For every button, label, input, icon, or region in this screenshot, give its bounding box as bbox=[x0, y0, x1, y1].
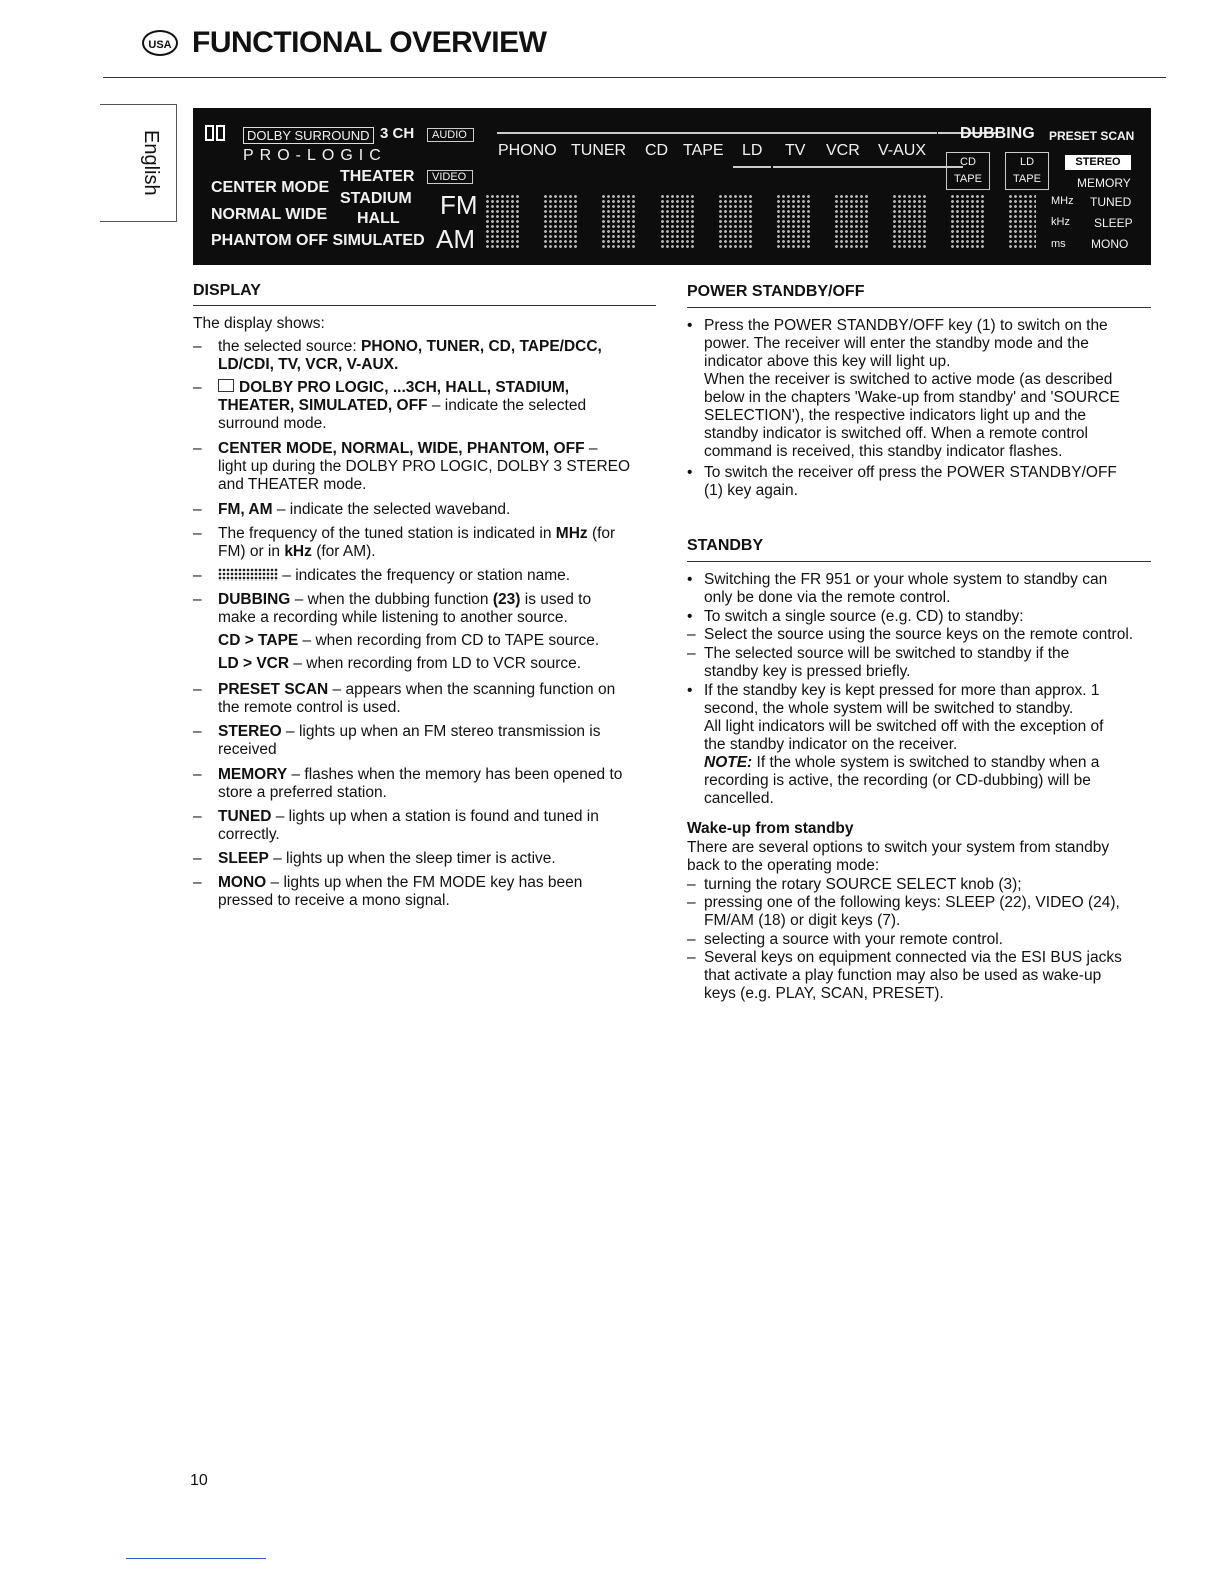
list-item: – Select the source using the source keys on the remote control. bbox=[687, 626, 1134, 643]
display-panel-illustration bbox=[193, 108, 1151, 265]
source-tv: TV bbox=[785, 142, 806, 159]
list-item: – CENTER MODE, NORMAL, WIDE, PHANTOM, OFF – light up during the DOLBY PRO LOGIC, DOLBY 3 STEREO and THEATER mode. bbox=[193, 440, 631, 493]
list-item: • To switch a single source (e.g. CD) to standby: bbox=[687, 608, 1024, 625]
list-item: – turning the rotary SOURCE SELECT knob (3); bbox=[687, 876, 1022, 893]
source-vcr: VCR bbox=[826, 142, 860, 159]
list-item: – DOLBY PRO LOGIC, ...3CH, HALL, STADIUM, THEATER, SIMULATED, OFF – indicate the selected surround mode. bbox=[193, 379, 587, 432]
page-number: 10 bbox=[190, 1472, 208, 1489]
standby-heading: STANDBY bbox=[687, 537, 764, 554]
list-item: – The selected source will be switched to standby if the standby key is pressed briefly. bbox=[687, 645, 1070, 680]
source-phono: PHONO bbox=[498, 142, 557, 159]
preset-scan-label: PRESET SCAN bbox=[1049, 129, 1135, 143]
stadium-label: STADIUM bbox=[340, 190, 412, 207]
header-rule bbox=[103, 77, 1166, 78]
sleep-label: SLEEP bbox=[1094, 216, 1133, 230]
power-heading-rule bbox=[687, 307, 1151, 308]
wake-up-heading: Wake-up from standby bbox=[687, 820, 854, 837]
language-label: English bbox=[140, 130, 162, 196]
list-item: – MONO – lights up when the FM MODE key has been pressed to receive a mono signal. bbox=[193, 874, 583, 909]
display-heading-rule bbox=[193, 305, 656, 306]
stereo-label: STEREO bbox=[1065, 155, 1131, 170]
source-tuner: TUNER bbox=[571, 142, 627, 159]
list-item: – – indicates the frequency or station name. bbox=[193, 567, 571, 584]
usa-badge: USA bbox=[142, 30, 178, 56]
hall-label: HALL bbox=[357, 210, 400, 227]
dolby-mini-icon bbox=[218, 379, 234, 392]
ms-label: ms bbox=[1051, 238, 1066, 250]
source-tape: TAPE bbox=[683, 142, 724, 159]
dolby-surround-label: DOLBY SURROUND bbox=[243, 127, 374, 144]
pro-logic-label: PRO-LOGIC bbox=[243, 147, 387, 164]
list-item: • Press the POWER STANDBY/OFF key (1) to switch on the power. The receiver will enter the standby mode and the indicator above this key will light up. When the receiver is switched to active mode (as described below in the chapters 'Wake-up from standby' and 'SOURCE SELECTION'), the respective indicators light up and the standby indicator is switched off. When a remote control command is received, this standby indicator flashes. bbox=[687, 317, 1120, 460]
source-ld: LD bbox=[742, 142, 763, 159]
list-item: – PRESET SCAN – appears when the scanning function on the remote control is used. bbox=[193, 681, 616, 716]
dubbing-label: DUBBING bbox=[960, 125, 1035, 142]
ld-tape-indicator: LD TAPE bbox=[1005, 152, 1049, 190]
standby-heading-rule bbox=[687, 561, 1151, 562]
footer-rule bbox=[126, 1558, 266, 1559]
center-mode-label: CENTER MODE bbox=[211, 179, 330, 196]
tuned-label: TUNED bbox=[1090, 195, 1132, 209]
list-item: • If the standby key is kept pressed for more than approx. 1 second, the whole system will be switched to standby. All light indicators will be switched off with the exception of the standby indicator on the receiver. NOTE: If the whole system is switched to standby when a recording is active, the recording (or CD-dubbing) will be cancelled. bbox=[687, 682, 1104, 807]
source-cd: CD bbox=[645, 142, 669, 159]
fm-label: FM bbox=[440, 190, 478, 220]
cd-tape-indicator: CD TAPE bbox=[946, 152, 990, 190]
list-item: – pressing one of the following keys: SLEEP (22), VIDEO (24), FM/AM (18) or digit keys (7). bbox=[687, 894, 1120, 929]
list-item: – selecting a source with your remote control. bbox=[687, 931, 1003, 948]
mono-label: MONO bbox=[1091, 237, 1129, 251]
3ch-label: 3 CH bbox=[380, 125, 415, 142]
video-label: VIDEO bbox=[427, 170, 473, 184]
source-v-aux: V-AUX bbox=[878, 142, 927, 159]
list-item: – SLEEP – lights up when the sleep timer is active. bbox=[193, 850, 556, 867]
list-item: – Several keys on equipment connected via the ESI BUS jacks that activate a play function may also be used as wake-up keys (e.g. PLAY, SCAN, PRESET). bbox=[687, 949, 1122, 1002]
dolby-logo-icon bbox=[205, 125, 229, 143]
phantom-off-simulated-label: PHANTOM OFF SIMULATED bbox=[211, 232, 425, 249]
normal-wide-label: NORMAL WIDE bbox=[211, 206, 328, 223]
list-item: – DUBBING – when the dubbing function (23) is used to make a recording while listening to another source. CD > TAPE – when recording from CD to TAPE source. LD > VCR – when recording from LD to VCR source. bbox=[193, 591, 600, 672]
display-heading: DISPLAY bbox=[193, 282, 261, 299]
list-item: – MEMORY – flashes when the memory has been opened to store a preferred station. bbox=[193, 766, 623, 801]
dot-matrix-icon bbox=[218, 568, 278, 581]
display-intro: The display shows: bbox=[193, 315, 325, 332]
list-item: • To switch the receiver off press the POWER STANDBY/OFF (1) key again. bbox=[687, 464, 1117, 499]
khz-label: kHz bbox=[1051, 216, 1070, 228]
wake-up-intro: There are several options to switch your system from standby back to the operating mode: bbox=[687, 839, 1110, 874]
memory-label: MEMORY bbox=[1077, 176, 1131, 190]
page-title: FUNCTIONAL OVERVIEW bbox=[192, 26, 547, 59]
list-item: • Switching the FR 951 or your whole system to standby can only be done via the remote control. bbox=[687, 571, 1108, 606]
list-item: – FM, AM – indicate the selected waveband. bbox=[193, 501, 511, 518]
list-item: – TUNED – lights up when a station is found and tuned in correctly. bbox=[193, 808, 599, 843]
list-item: – STEREO – lights up when an FM stereo transmission is received bbox=[193, 723, 601, 758]
list-item: – the selected source: PHONO, TUNER, CD, TAPE/DCC, LD/CDI, TV, VCR, V-AUX. bbox=[193, 338, 602, 373]
audio-label: AUDIO bbox=[427, 128, 474, 142]
am-label: AM bbox=[436, 224, 475, 254]
theater-label: THEATER bbox=[340, 168, 415, 185]
list-item: – The frequency of the tuned station is indicated in MHz (for FM) or in kHz (for AM). bbox=[193, 525, 616, 560]
mhz-label: MHz bbox=[1051, 195, 1074, 207]
power-standby-heading: POWER STANDBY/OFF bbox=[687, 283, 865, 300]
